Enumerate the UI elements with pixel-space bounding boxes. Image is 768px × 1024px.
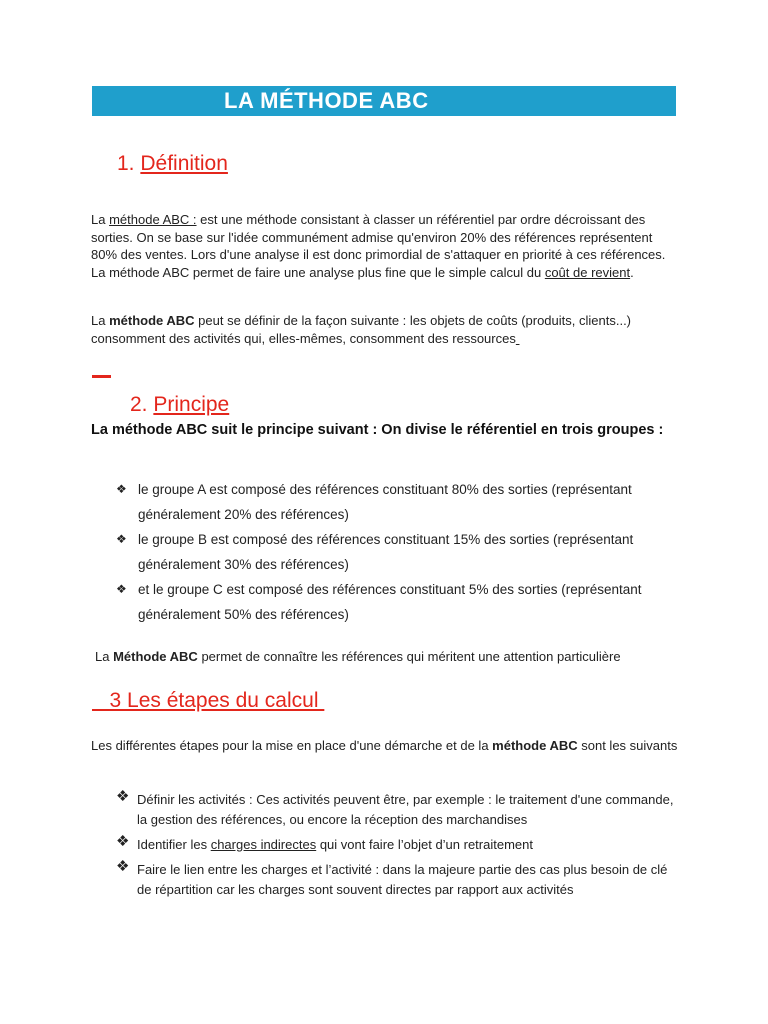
list-item-text: Faire le lien entre les charges et l’activité : dans la majeure partie des cas plus besoin de clé de répartition car les charges sont souvent directes par rapport aux activités xyxy=(137,862,668,897)
principe-intro: La méthode ABC suit le principe suivant : On divise le référentiel en trois groupes : xyxy=(91,422,664,438)
list-item-text: le groupe A est composé des références constituant 80% des sorties (représentant généralement 20% des références) xyxy=(138,482,632,522)
list-item xyxy=(116,527,676,577)
four-diamond-bullet-icon: ❖ xyxy=(116,833,130,850)
text: peut se définir de la façon suivante : les objets de coûts (produits, clients...) consomment des activités qui, elles-mêmes, consomment des ressources xyxy=(91,313,632,346)
section1-heading xyxy=(117,152,228,176)
text: La xyxy=(91,212,110,227)
text: Les différentes étapes pour la mise en place d'une démarche et de la xyxy=(91,738,493,753)
methode-abc-link[interactable]: méthode ABC : xyxy=(109,212,197,227)
text: La xyxy=(91,313,110,328)
diamond-bullet-icon: ❖ xyxy=(116,532,127,546)
section3-title-text: 3 Les étapes du calcul xyxy=(109,689,319,712)
four-diamond-bullet-icon: ❖ xyxy=(116,788,130,805)
list-item xyxy=(116,790,676,830)
text: permet de connaître les références qui méritent une attention particulière xyxy=(197,649,621,664)
list-item xyxy=(116,577,676,627)
document-title: LA MÉTHODE ABC xyxy=(224,88,429,113)
bold-term: méthode ABC xyxy=(492,738,578,753)
text: qui vont faire l’objet d’un retraitement xyxy=(316,837,533,852)
principe-note xyxy=(95,648,685,666)
bold-term: méthode ABC xyxy=(109,313,195,328)
section3-heading xyxy=(92,689,324,713)
red-dash-mark xyxy=(92,375,111,378)
group-list xyxy=(116,477,676,627)
list-item xyxy=(116,860,676,900)
diamond-bullet-icon: ❖ xyxy=(116,582,127,596)
list-item-text: le groupe B est composé des références constituant 15% des sorties (représentant généralement 30% des références) xyxy=(138,532,634,572)
text: est une méthode consistant à classer un référentiel par ordre décroissant des sorties. On se base sur l'idée communément admise qu'environ 20% des références représentent 80% des ventes. Lors d'une analyse il est donc primordial de s'attaquer en priorité à ces références. La méthode ABC permet de faire une analyse plus fine que le simple calcul du xyxy=(91,212,666,280)
steps-list xyxy=(116,790,676,905)
four-diamond-bullet-icon: ❖ xyxy=(116,858,130,875)
section3-title xyxy=(92,689,324,712)
bold-term: Méthode ABC xyxy=(113,649,198,664)
section2-heading xyxy=(130,393,229,417)
etapes-intro xyxy=(91,737,681,755)
text: sont les suivants xyxy=(577,738,678,753)
charges-indirectes-link[interactable]: charges indirectes xyxy=(210,837,317,852)
list-item xyxy=(116,835,676,855)
list-item xyxy=(116,477,676,527)
definition-paragraph-2 xyxy=(91,312,681,347)
text: . xyxy=(630,264,634,280)
definition-paragraph xyxy=(91,211,681,281)
section1-title: Définition xyxy=(140,152,228,175)
text: La xyxy=(95,649,114,664)
section1-number: 1. xyxy=(117,152,135,175)
text: Identifier les xyxy=(137,837,211,852)
list-item-text: Définir les activités : Ces activités peuvent être, par exemple : le traitement d'une commande, la gestion des références, ou encore la réception des marchandises xyxy=(137,792,674,827)
cout-de-revient-link[interactable]: coût de revient xyxy=(544,264,631,280)
underscore-mark xyxy=(516,331,520,346)
section2-title: Principe xyxy=(153,393,230,416)
section2-number: 2. xyxy=(130,393,148,416)
diamond-bullet-icon: ❖ xyxy=(116,482,127,496)
list-item-text: et le groupe C est composé des références constituant 5% des sorties (représentant généralement 50% des références) xyxy=(138,582,642,622)
